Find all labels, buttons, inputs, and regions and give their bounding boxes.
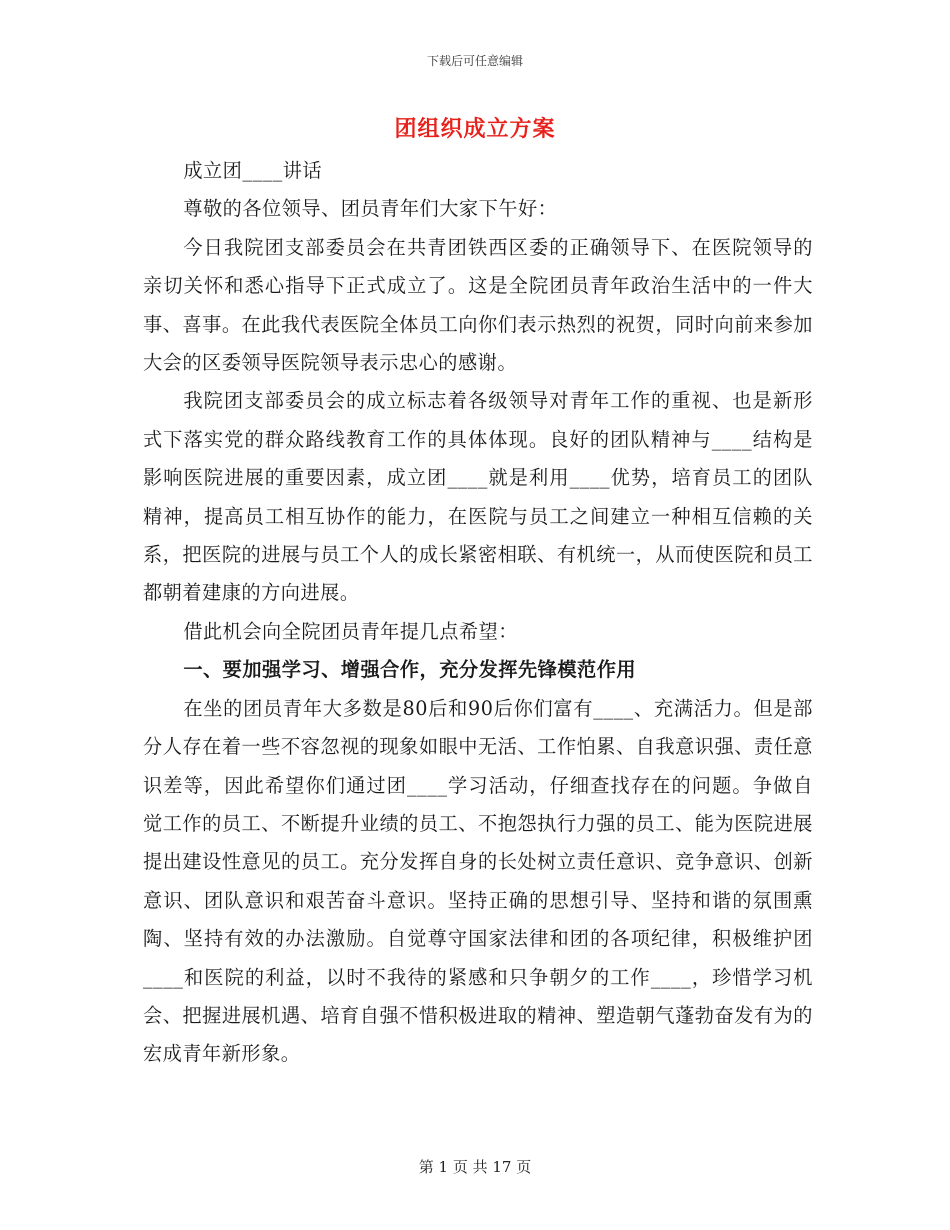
header-note: 下载后可任意编辑 xyxy=(426,54,523,68)
document-body xyxy=(143,152,813,1074)
paragraph-speech-title: 成立团____讲话 xyxy=(183,159,323,182)
page-footer: 第 1 页 共 17 页 xyxy=(418,1158,532,1176)
document-title: 团组织成立方案 xyxy=(394,116,556,142)
paragraph-greeting: 尊敬的各位领导、团员青年们大家下午好： xyxy=(183,197,558,221)
paragraph-section-1-body: 在坐的团员青年大多数是80后和90后你们富有____、充满活力。但是部分人存在着一些不容忽视的现象如眼中无活、工作怕累、自我意识强、责任意识差等，因此希望你们通过团____学习活动，仔细查找存在的问题。争做自觉工作的员工、不断提升业绩的员工、不抱怨执行力强的员工、能为医院进展提出建设性意见的员工。充分发挥自身的长处树立责任意识、竞争意识、创新意识、团队意识和艰苦奋斗意识。坚持正确的思想引导、坚持和谐的氛围熏陶、坚持有效的办法激励。自觉尊守国家法律和团的各项纪律，积极维护团____和医院的利益，以时不我待的紧感和只争朝夕的工作____，珍惜学习机会、把握进展机遇、培育自强不惜积极进取的精神、塑造朝气蓬勃奋发有为的宏成青年新形象。 xyxy=(143,696,813,1066)
section-heading-1: 一、要加强学习、增强合作，充分发挥先锋模范作用 xyxy=(183,658,637,682)
paragraph-hopes-intro: 借此机会向全院团员青年提几点希望： xyxy=(183,619,518,643)
paragraph-significance: 我院团支部委员会的成立标志着各级领导对青年工作的重视、也是新形式下落实党的群众路线教育工作的具体体现。良好的团队精神与____结构是影响医院进展的重要因素，成立团____就是利用____优势，培育员工的团队精神，提高员工相互协作的能力，在医院与员工之间建立一种相互信赖的关系，把医院的进展与员工个人的成长紧密相联、有机统一，从而使医院和员工都朝着建康的方向进展。 xyxy=(143,389,813,605)
paragraph-intro: 今日我院团支部委员会在共青团铁西区委的正确领导下、在医院领导的亲切关怀和悉心指导下正式成立了。这是全院团员青年政治生活中的一件大事、喜事。在此我代表医院全体员工向你们表示热烈的祝贺，同时向前来参加大会的区委领导医院领导表示忠心的感谢。 xyxy=(143,235,813,375)
